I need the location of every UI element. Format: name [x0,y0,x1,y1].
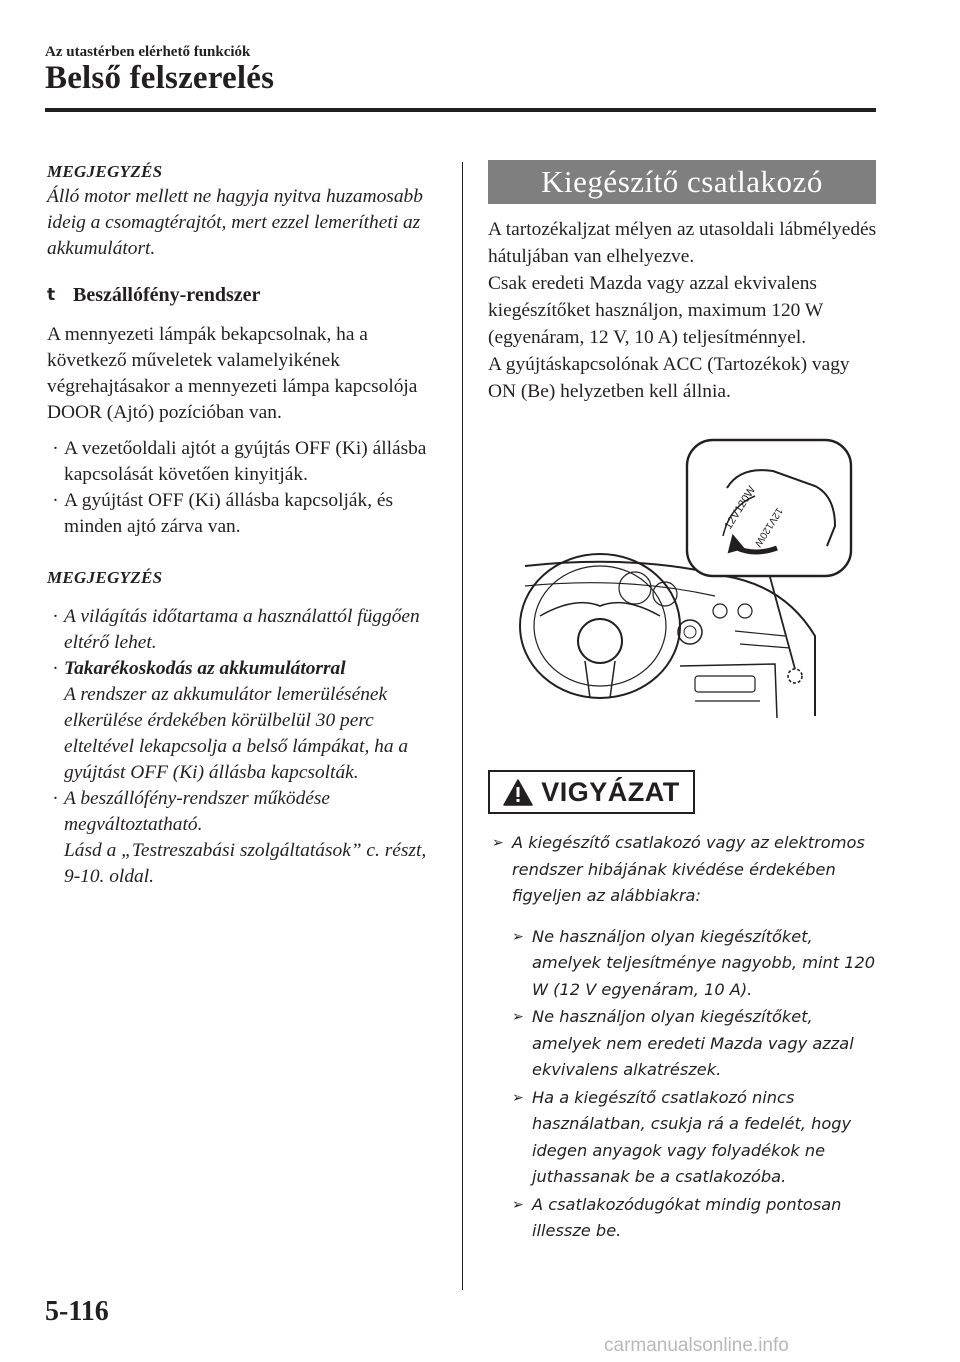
list-item-text: Ha a kiegészítő csatlakozó nincs használatban, csukja rá a fedelét, hogy idegen anyagok vagy folyadékok ne juthassanak be a csatlakozóba. [532,1087,852,1186]
list-item [512,924,882,1004]
bullet-list [47,436,447,540]
list-item [512,1004,882,1084]
bullet-dot: · [52,658,59,679]
list-item-text: Ne használjon olyan kiegészítőket, amelyek teljesítménye nagyobb, mint 120 W (12 V egyenáram, 10 A). [532,926,876,999]
list-item-text: A csatlakozódugókat mindig pontosan illessze be. [532,1194,842,1240]
subsection-heading [47,282,447,308]
caution-label: VIGYÁZAT [541,776,680,807]
column-divider [462,162,463,1290]
paragraph: A tartozékaljzat mélyen az utasoldali lábmélyedés hátuljában van elhelyezve. [488,219,877,267]
list-item [47,488,447,540]
note-block-1 [47,160,447,262]
arrow-bullet-icon: ➢ [492,835,504,851]
caution-sublist [512,924,882,1245]
bullet-dot: · [52,788,59,809]
list-item-text: A vezetőoldali ajtót a gyújtás OFF (Ki) állásba kapcsolását követően kinyitják. [64,438,427,485]
paragraph: Csak eredeti Mazda vagy azzal ekvivalens kiegészítőket használjon, maximum 120 W (egyenáram, 12 V, 10 A) teljesítménnyel. [488,273,823,348]
caution-list [492,830,882,1245]
list-item [47,436,447,488]
accessory-description [488,216,878,405]
accessory-socket-illustration [515,436,855,718]
list-item [492,830,882,910]
note-text: Álló motor mellett ne hagyja nyitva huzamosabb ideig a csomagtérajtót, mert ezzel lemerítheti az akkumulátort. [47,186,423,259]
list-item [512,1192,882,1245]
list-item [47,656,447,786]
list-item-text: A gyújtást OFF (Ki) állásba kapcsolják, és minden ajtó zárva van. [64,490,394,537]
arrow-bullet-icon: ➢ [512,1009,524,1025]
note-block-2 [47,566,447,890]
bullet-dot: · [52,606,59,627]
paragraph: A gyújtáskapcsolónak ACC (Tartozékok) vagy ON (Be) helyzetben kell állnia. [488,354,850,402]
intro-paragraph: A mennyezeti lámpák bekapcsolnak, ha a következő műveletek valamelyikének végrehajtásakor a mennyezeti lámpa kapcsolója DOOR (Ajtó) pozícióban van. [47,324,418,423]
page-reference: Lásd a „Testreszabási szolgáltatások” c. részt, 9-10. oldal. [64,840,427,887]
socket-label-inverted: 12V120W [751,505,785,549]
list-item-title: Takarékoskodás az akkumulátorral [64,658,346,679]
caution-box [488,770,695,814]
caution-main-text: A kiegészítő csatlakozó vagy az elektromos rendszer hibájának kivédése érdekében figyeljen az alábbiakra: [512,833,865,905]
dashboard-drawing [515,436,855,718]
arrow-bullet-icon: ➢ [512,1089,524,1106]
list-item-text: Ne használjon olyan kiegészítőket, amelyek nem eredeti Mazda vagy azzal ekvivalens alkatrészek. [532,1007,854,1079]
section-banner: Kiegészítő csatlakozó [488,160,876,204]
section-marker-icon: t [47,285,56,305]
left-column [47,160,447,890]
note-heading: MEGJEGYZÉS [47,162,163,181]
list-item-text: A világítás időtartama a használattól függően eltérő lehet. [64,606,420,653]
header-rule [45,108,876,112]
breadcrumb: Az utastérben elérhető funkciók [45,44,251,60]
bullet-dot: · [52,490,59,511]
list-item-text: A rendszer az akkumulátor lemerülésének elkerülése érdekében körülbelül 30 perc elteltével lekapcsolja a belső lámpákat, ha a gyújtást OFF (Ki) állásba kapcsolták. [64,684,409,783]
page-number: 5-116 [45,1296,109,1327]
list-item [47,604,447,656]
arrow-bullet-icon: ➢ [512,928,524,945]
subsection-title: Beszállófény-rendszer [73,284,261,306]
page-title: Belső felszerelés [45,60,275,96]
arrow-bullet-icon: ➢ [512,1196,524,1213]
warning-triangle-icon [503,779,533,806]
list-item-body [64,786,447,890]
list-item [47,786,447,890]
list-item-body [64,656,447,786]
right-column [488,160,878,405]
bullet-dot: · [52,438,59,459]
list-item-text: A beszállófény-rendszer működése megváltoztatható. [64,788,331,835]
socket-label: 12V120W [722,484,759,532]
list-item [512,1085,882,1191]
note-heading: MEGJEGYZÉS [47,568,163,587]
watermark-text: carmanualsonline.info [604,1335,789,1356]
